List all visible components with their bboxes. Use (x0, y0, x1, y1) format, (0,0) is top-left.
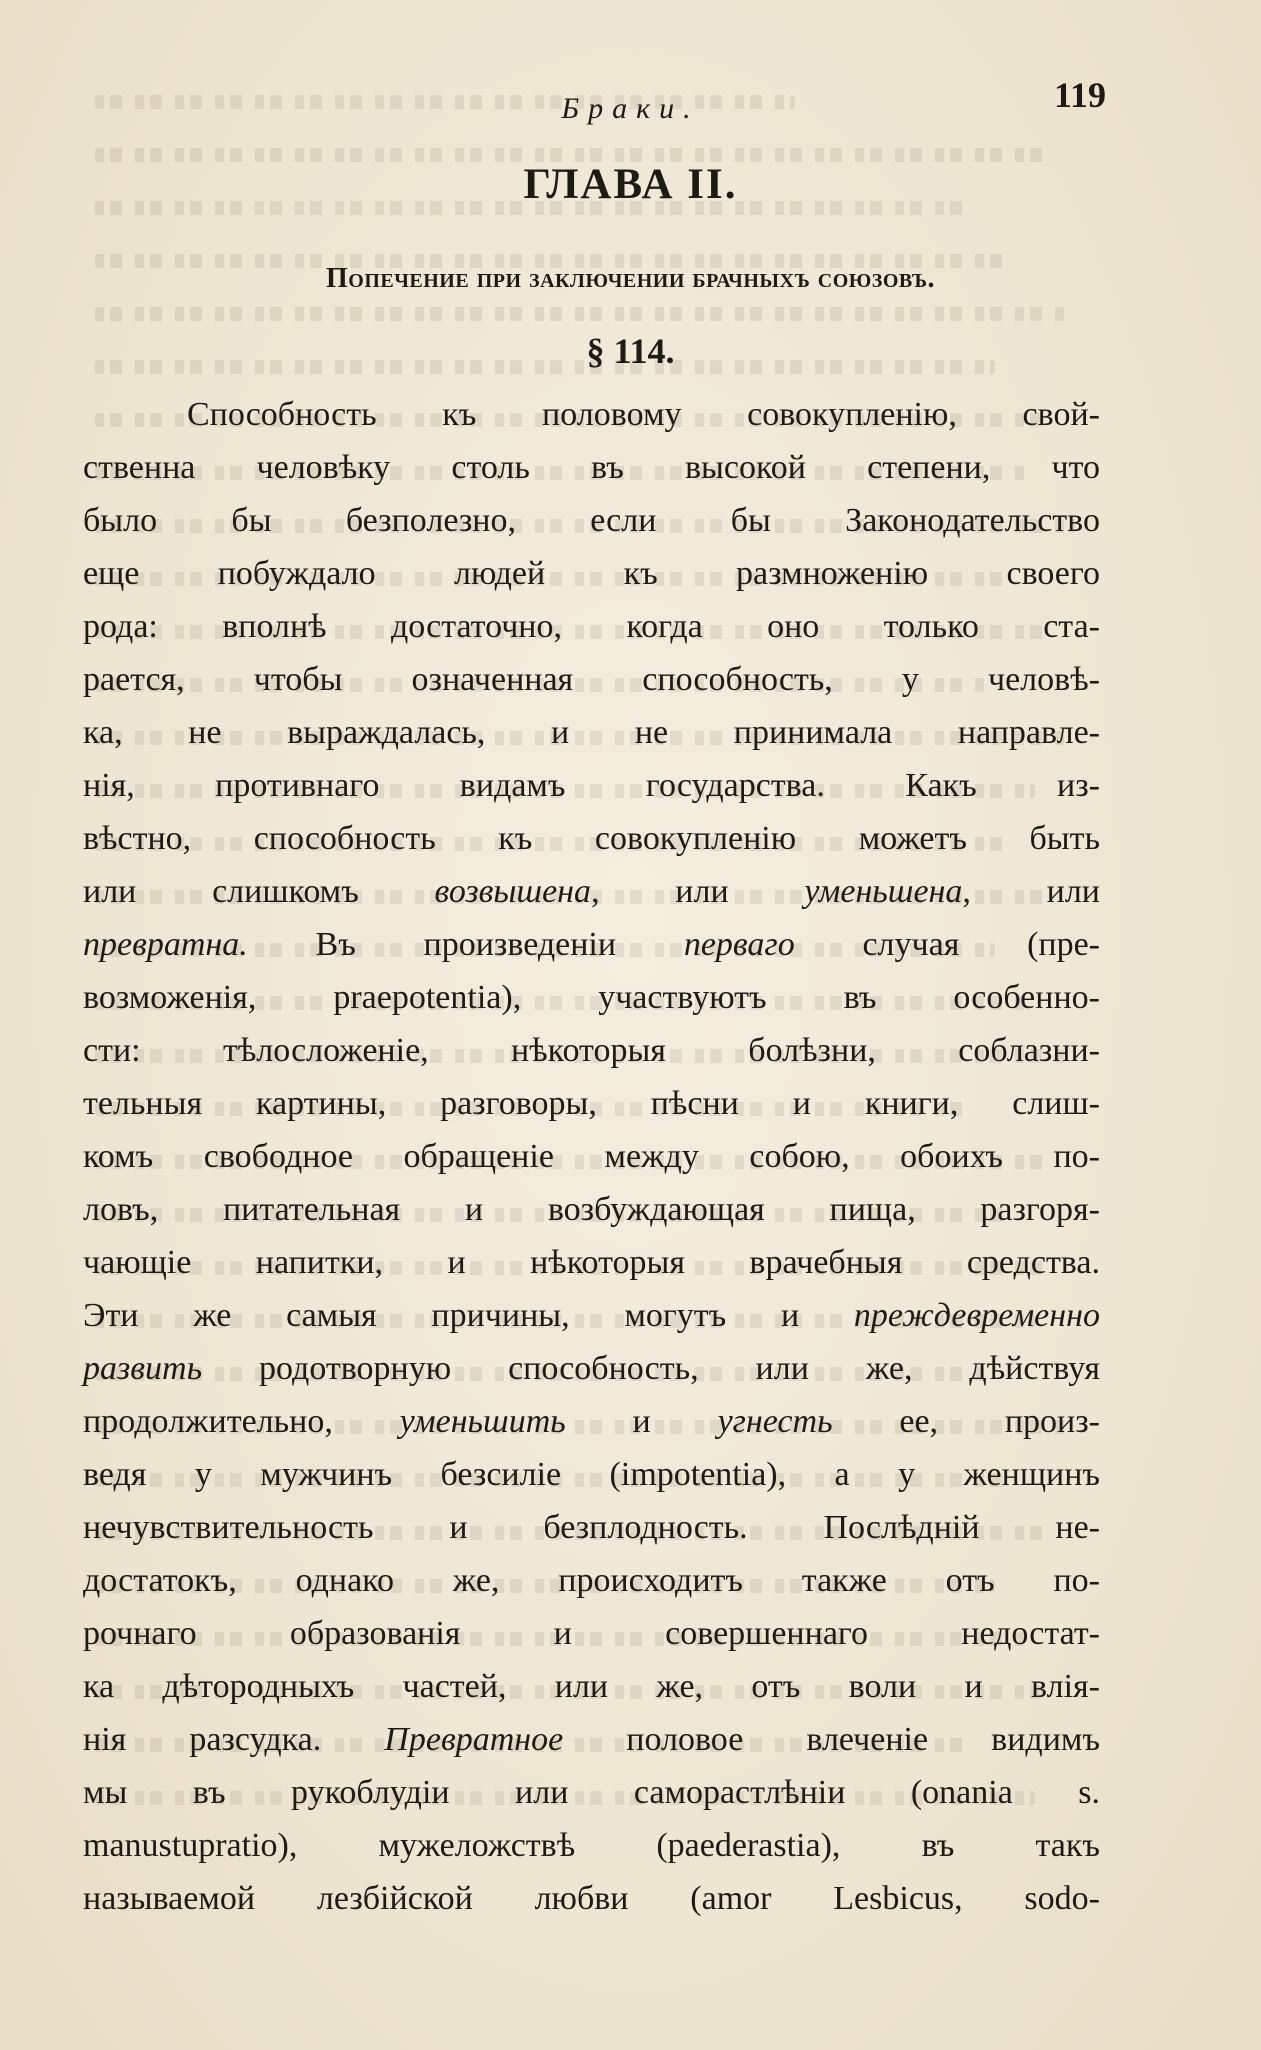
text-segment: или слишкомъ (83, 873, 435, 910)
text-line (83, 653, 1100, 706)
text-segment: рода: вполнѣ достаточно, когда оно только ста- (83, 608, 1100, 645)
text-segment: еще побуждало людей къ размноженію своего (83, 555, 1100, 592)
text-line (83, 1660, 1100, 1713)
text-segment: вѣстно, способность къ совокупленію можетъ быть (83, 820, 1100, 857)
section-number: § 114. (586, 331, 675, 371)
text-segment: рается, чтобы означенная способность, у человѣ- (83, 661, 1100, 698)
text-line (83, 1554, 1100, 1607)
text-segment: Въ произведеніи (247, 926, 684, 963)
text-line (83, 971, 1100, 1024)
text-segment: ее, произ- (832, 1403, 1100, 1440)
text-line (83, 1077, 1100, 1130)
italic-text-segment: превратна. (83, 926, 248, 963)
text-segment: продолжительно, (83, 1403, 400, 1440)
text-segment: было бы безполезно, если бы Законодательство (83, 502, 1100, 539)
italic-text-segment: возвышена (434, 873, 592, 910)
text-line (83, 494, 1100, 547)
text-line (83, 1501, 1100, 1554)
italic-text-segment: преждевременно (853, 1297, 1100, 1334)
text-segment: , или (591, 873, 805, 910)
text-line (83, 1448, 1100, 1501)
text-segment: ловъ, питательная и возбуждающая пища, разгоря- (83, 1191, 1100, 1228)
text-line (83, 1607, 1100, 1660)
text-line (83, 600, 1100, 653)
text-segment: ведя у мужчинъ безсиліе (impotentia), а у женщинъ (83, 1456, 1100, 1493)
text-segment: Способность къ половому совокупленію, свой- (187, 396, 1100, 433)
text-segment: и (565, 1403, 718, 1440)
italic-text-segment: угнесть (717, 1403, 833, 1440)
text-line (83, 1130, 1100, 1183)
text-segment: Эти же самыя причины, могутъ и (83, 1297, 854, 1334)
text-line (83, 388, 1100, 441)
text-segment: ка дѣтородныхъ частей, или же, отъ воли и влія- (83, 1668, 1100, 1705)
text-line (83, 812, 1100, 865)
italic-text-segment: уменьшена (804, 873, 963, 910)
text-line (83, 1766, 1100, 1819)
running-head: Браки. (561, 92, 700, 125)
text-segment: , или (962, 873, 1101, 910)
chapter-subtitle: Попечение при заключении брачныхъ союзовъ. (326, 263, 935, 294)
italic-text-segment: развить (83, 1350, 203, 1387)
text-line (83, 441, 1100, 494)
text-segment: ственна человѣку столь въ высокой степени, что (83, 449, 1100, 486)
text-segment: рочнаго образованія и совершеннаго недостат- (83, 1615, 1100, 1652)
text-segment: нечувствительность и безплодность. Послѣдній не- (83, 1509, 1100, 1546)
text-segment: называемой лезбійской любви (amor Lesbicus, sodo- (83, 1880, 1100, 1917)
text-segment: мы въ рукоблудіи или саморастлѣніи (onania s. (83, 1774, 1100, 1811)
text-segment: manustupratio), мужеложствѣ (paederastia), въ такъ (83, 1827, 1100, 1864)
body-text (83, 388, 1100, 1925)
text-line (83, 1395, 1100, 1448)
text-segment: нія, противнаго видамъ государства. Какъ из- (83, 767, 1100, 804)
text-line (83, 1819, 1100, 1872)
text-segment: комъ свободное обращеніе между собою, обоихъ по- (83, 1138, 1100, 1175)
text-line (83, 1713, 1100, 1766)
text-line (83, 759, 1100, 812)
text-segment: возможенія, praepotentia), участвуютъ въ особенно- (83, 979, 1100, 1016)
text-segment: половое влеченіе видимъ (563, 1721, 1100, 1758)
text-line (83, 1183, 1100, 1236)
text-line (83, 1342, 1100, 1395)
page-number: 119 (1053, 75, 1106, 115)
italic-text-segment: уменьшить (399, 1403, 566, 1440)
text-line (83, 1872, 1100, 1925)
text-segment: тельныя картины, разговоры, пѣсни и книги, слиш- (83, 1085, 1100, 1122)
text-line (83, 1024, 1100, 1077)
text-segment: ка, не выраждалась, и не принимала направле- (83, 714, 1100, 751)
text-segment: родотворную способность, или же, дѣйствуя (202, 1350, 1100, 1387)
text-segment: сти: тѣлосложеніе, нѣкоторыя болѣзни, соблазни- (83, 1032, 1100, 1069)
text-segment: случая (пре- (794, 926, 1100, 963)
text-segment: нія разсудка. (83, 1721, 385, 1758)
text-line (83, 706, 1100, 759)
text-line (83, 547, 1100, 600)
text-line (83, 865, 1100, 918)
text-segment: чающіе напитки, и нѣкоторыя врачебныя средства. (83, 1244, 1100, 1281)
chapter-title: ГЛАВА II. (523, 161, 738, 208)
italic-text-segment: Превратное (384, 1721, 564, 1758)
text-line (83, 1289, 1100, 1342)
text-segment: достатокъ, однако же, происходитъ также отъ по- (83, 1562, 1100, 1599)
text-line (83, 1236, 1100, 1289)
text-line (83, 918, 1100, 971)
italic-text-segment: перваго (683, 926, 795, 963)
